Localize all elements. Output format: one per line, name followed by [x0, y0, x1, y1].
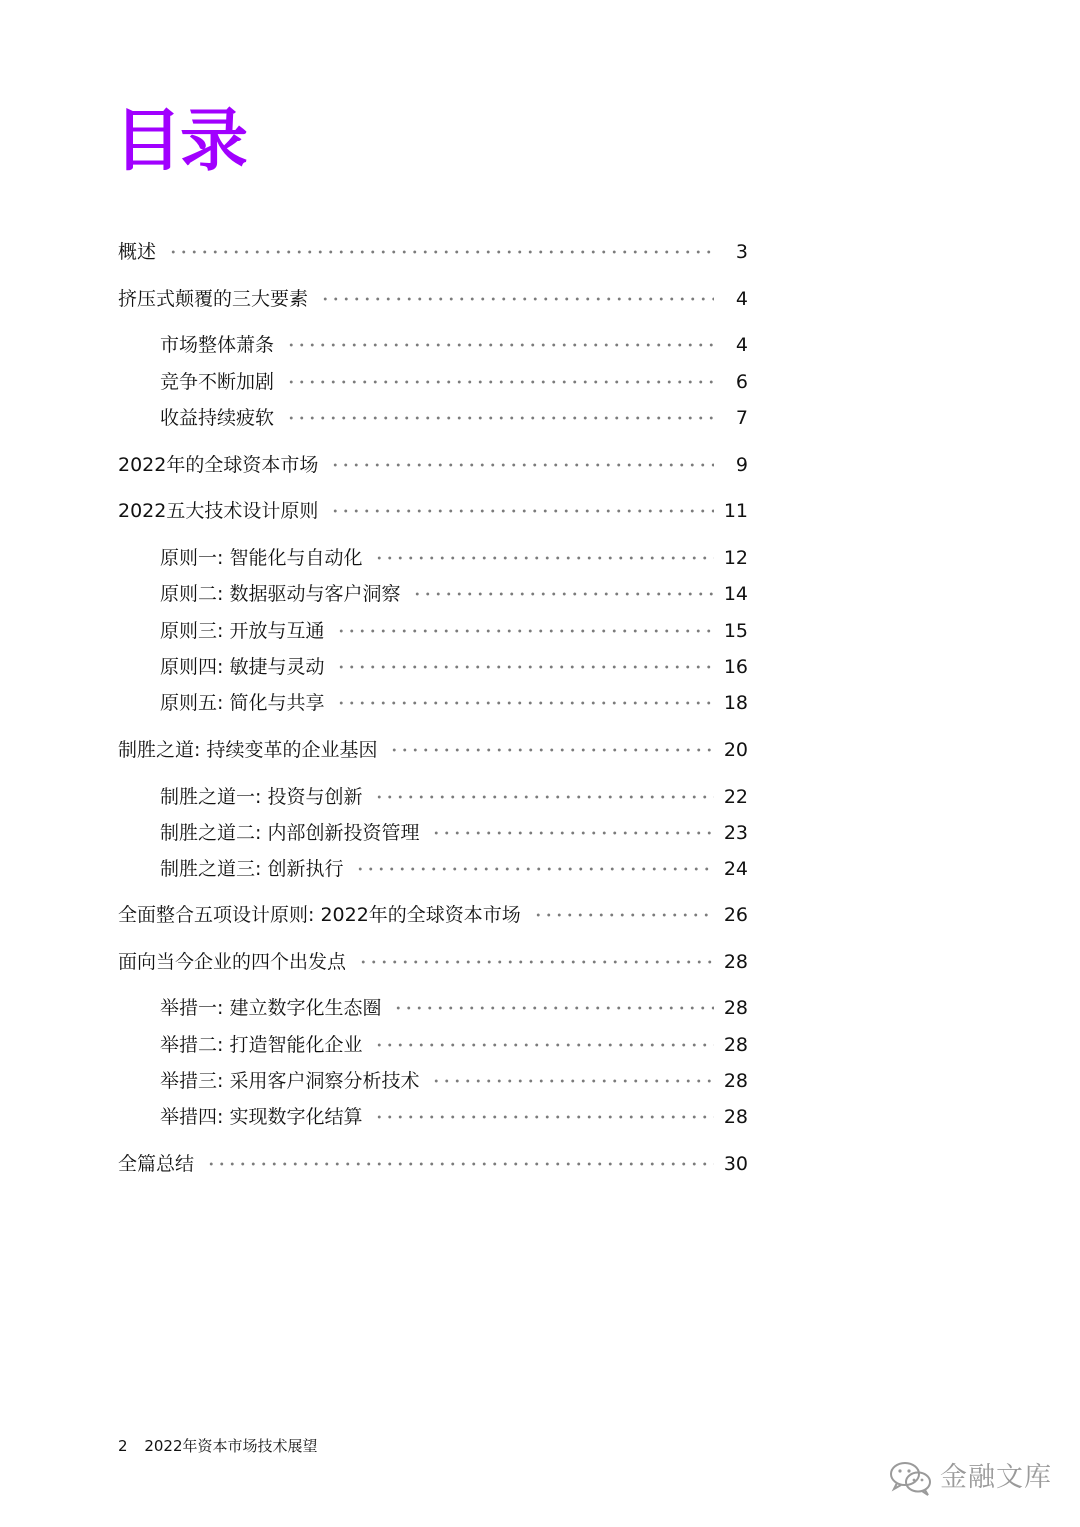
toc-page-number: 9 [735, 454, 748, 476]
toc-page-number: 15 [723, 620, 748, 642]
toc-entry-section[interactable] [118, 732, 748, 762]
toc-entry-subsection[interactable] [160, 779, 748, 809]
toc-page-number: 14 [723, 583, 748, 605]
toc-entry-label: 原则三: 开放与互通 [160, 620, 325, 642]
dot-leader [206, 1157, 714, 1171]
toc-page-number: 16 [723, 656, 748, 678]
toc-entry-label: 制胜之道一: 投资与创新 [160, 786, 363, 808]
toc-page-number: 22 [723, 786, 748, 808]
toc-entry-subsection[interactable] [160, 851, 748, 881]
dot-leader [431, 826, 713, 840]
toc-page-number: 24 [723, 858, 748, 880]
watermark-text: 金融文库 [940, 1462, 1052, 1493]
toc-entry-label: 全篇总结 [118, 1153, 195, 1175]
toc-entry-label: 面向当今企业的四个出发点 [118, 951, 347, 973]
dot-leader [374, 1038, 713, 1052]
toc-page-number: 7 [735, 407, 748, 429]
dot-leader [533, 908, 714, 922]
dot-leader [336, 624, 713, 638]
toc-page-number: 6 [735, 371, 748, 393]
toc-entry-label: 举措一: 建立数字化生态圈 [160, 997, 382, 1019]
watermark [888, 1458, 1052, 1498]
toc-entry-subsection[interactable] [160, 649, 748, 679]
dot-leader [330, 504, 713, 518]
toc-entry-label: 全面整合五项设计原则: 2022年的全球资本市场 [118, 904, 521, 926]
toc-entry-subsection[interactable] [160, 1099, 748, 1129]
toc-entry-label: 概述 [118, 241, 157, 263]
page-title: 目录 [114, 102, 247, 181]
dot-leader [336, 660, 713, 674]
toc-entry-subsection[interactable] [160, 613, 748, 643]
dot-leader [389, 743, 713, 757]
dot-leader [431, 1074, 713, 1088]
toc-entry-label: 原则五: 简化与共享 [160, 692, 325, 714]
toc-page-number: 30 [723, 1153, 748, 1175]
toc-entry-label: 原则一: 智能化与自动化 [160, 547, 363, 569]
toc-page-number: 20 [723, 739, 748, 761]
toc-entry-subsection[interactable] [160, 685, 748, 715]
toc-entry-label: 挤压式颠覆的三大要素 [118, 288, 309, 310]
toc-page-number: 4 [735, 334, 748, 356]
footer-report-title: 2022年资本市场技术展望 [144, 1437, 318, 1455]
toc-entry-label: 制胜之道三: 创新执行 [160, 858, 344, 880]
toc-entry-subsection[interactable] [160, 576, 748, 606]
toc-entry-section[interactable] [118, 944, 748, 974]
toc-entry-label: 原则二: 数据驱动与客户洞察 [160, 583, 401, 605]
toc-entry-label: 制胜之道二: 内部创新投资管理 [160, 822, 420, 844]
dot-leader [358, 955, 714, 969]
toc-page-number: 28 [723, 1106, 748, 1128]
toc-entry-subsection[interactable] [160, 1027, 748, 1057]
toc-entry-subsection[interactable] [160, 327, 748, 357]
toc-entry-section[interactable] [118, 1146, 748, 1176]
toc-page-number: 28 [723, 997, 748, 1019]
toc-entry-label: 举措二: 打造智能化企业 [160, 1034, 363, 1056]
page-footer [118, 1436, 318, 1456]
dot-leader [374, 790, 713, 804]
dot-leader [355, 862, 713, 876]
toc-entry-subsection[interactable] [160, 815, 748, 845]
toc-page-number: 18 [723, 692, 748, 714]
dot-leader [374, 1110, 713, 1124]
footer-page-number: 2 [118, 1437, 128, 1455]
toc-entry-label: 收益持续疲软 [160, 407, 275, 429]
toc-entry-label: 举措三: 采用客户洞察分析技术 [160, 1070, 420, 1092]
toc-page-number: 11 [723, 500, 748, 522]
dot-leader [286, 338, 714, 352]
dot-leader [320, 292, 714, 306]
toc-entry-label: 举措四: 实现数字化结算 [160, 1106, 363, 1128]
dot-leader [330, 458, 714, 472]
toc-page-number: 28 [723, 951, 748, 973]
toc-entry-section[interactable] [118, 281, 748, 311]
toc-page-number: 4 [735, 288, 748, 310]
dot-leader [168, 245, 714, 259]
toc-page-number: 28 [723, 1070, 748, 1092]
toc-page-number: 28 [723, 1034, 748, 1056]
toc-page-number: 26 [723, 904, 748, 926]
toc-entry-label: 制胜之道: 持续变革的企业基因 [118, 739, 378, 761]
toc-entry-overview[interactable] [118, 234, 748, 264]
dot-leader [286, 375, 714, 389]
toc-entry-subsection[interactable] [160, 400, 748, 430]
toc-entry-subsection[interactable] [160, 540, 748, 570]
toc-entry-subsection[interactable] [160, 1063, 748, 1093]
toc-entry-label: 2022年的全球资本市场 [118, 454, 319, 476]
toc-entry-label: 2022五大技术设计原则 [118, 500, 319, 522]
dot-leader [393, 1001, 713, 1015]
toc-entry-section[interactable] [118, 447, 748, 477]
toc-page-number: 3 [735, 241, 748, 263]
toc-entry-label: 市场整体萧条 [160, 334, 275, 356]
wechat-icon [888, 1458, 934, 1498]
toc-entry-label: 原则四: 敏捷与灵动 [160, 656, 325, 678]
dot-leader [336, 696, 713, 710]
toc-entry-section[interactable] [118, 897, 748, 927]
dot-leader [374, 551, 713, 565]
toc-entry-section[interactable] [118, 493, 748, 523]
dot-leader [412, 587, 713, 601]
toc-entry-label: 竞争不断加剧 [160, 371, 275, 393]
dot-leader [286, 411, 714, 425]
toc-page-number: 23 [723, 822, 748, 844]
toc-entry-subsection[interactable] [160, 990, 748, 1020]
toc-page-number: 12 [723, 547, 748, 569]
toc-entry-subsection[interactable] [160, 364, 748, 394]
